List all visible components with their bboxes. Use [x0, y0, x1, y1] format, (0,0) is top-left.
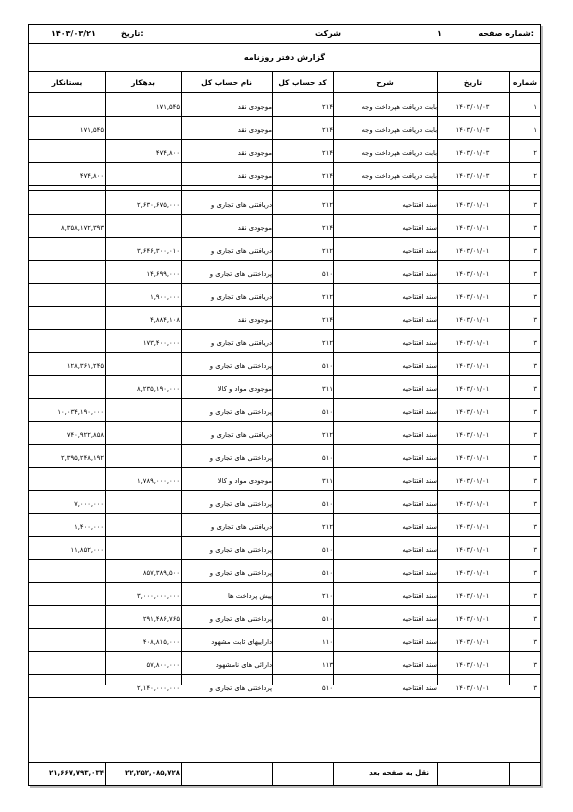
row-credit [31, 241, 104, 261]
row-credit [31, 655, 104, 675]
row-number: ۲ [533, 172, 537, 180]
footer-col-line [105, 762, 106, 785]
carry-forward-label: نقل به صفحه بعد [369, 769, 429, 777]
row-credit [31, 678, 104, 698]
row-number: ۳ [533, 201, 537, 209]
row-number: ۳ [533, 523, 537, 531]
col-line [272, 71, 273, 685]
row-description: سند افتتاحیه [402, 385, 437, 393]
row-account-name: موجودی نقد [237, 126, 272, 134]
row-account-name: دریافتنی های تجاری و [211, 293, 272, 301]
row-description: سند افتتاحیه [402, 362, 437, 370]
col-header-date: تاریخ [463, 78, 483, 87]
row-date: ۱۴۰۳/۰۱/۰۱ [455, 569, 490, 577]
row-date: ۱۴۰۳/۰۱/۰۳ [455, 149, 490, 157]
row-account-code: ۳۱۱ [322, 477, 333, 485]
row-description: سند افتتاحیه [402, 477, 437, 485]
footer-col-line [437, 762, 438, 785]
row-account-name: موجودی نقد [237, 172, 272, 180]
col-line [181, 71, 182, 685]
row-credit [31, 97, 104, 117]
row-credit: ۸,۳۵۸,۱۷۲,۳۹۳ [61, 224, 104, 232]
row-debit [107, 448, 180, 468]
row-credit [31, 195, 104, 215]
row-date: ۱۴۰۳/۰۱/۰۳ [455, 172, 490, 180]
row-credit: ۱,۴۰۰,۰۰۰ [74, 523, 104, 531]
footer-col-line [181, 762, 182, 785]
row-description: سند افتتاحیه [402, 684, 437, 692]
row-date: ۱۴۰۳/۰۱/۰۱ [455, 684, 490, 692]
row-date: ۱۴۰۳/۰۱/۰۱ [455, 293, 490, 301]
row-account-code: ۵۱۰ [322, 362, 333, 370]
row-account-code: ۵۱۰ [322, 408, 333, 416]
row-account-name: پرداختنی های تجاری و [209, 408, 272, 416]
row-account-code: ۲۱۴ [322, 224, 333, 232]
row-account-code: ۲۱۴ [322, 126, 333, 134]
row-description: سند افتتاحیه [402, 339, 437, 347]
row-debit: ۱۷۱,۵۴۵ [155, 103, 180, 111]
row-account-code: ۵۱۰ [322, 684, 333, 692]
row-debit [107, 425, 180, 445]
date-value: ۱۴۰۳/۰۳/۲۱ [51, 29, 96, 38]
row-number: ۳ [533, 454, 537, 462]
row-number: ۳ [533, 247, 537, 255]
row-debit: ۱۷۳,۴۰۰,۰۰۰ [142, 339, 180, 347]
row-number: ۳ [533, 385, 537, 393]
row-description: سند افتتاحیه [402, 615, 437, 623]
row-date: ۱۴۰۳/۰۱/۰۱ [455, 224, 490, 232]
row-date: ۱۴۰۳/۰۱/۰۱ [455, 523, 490, 531]
row-account-name: موجودی نقد [237, 103, 272, 111]
row-debit: ۲,۶۳۰,۶۷۵,۰۰۰ [137, 201, 180, 209]
row-debit: ۸۵۷,۳۸۹,۵۰۰ [142, 569, 180, 577]
row-account-name: موجودی مواد و کالا [217, 385, 272, 393]
page-number-value: ۱ [437, 29, 442, 38]
row-account-name: پرداختنی های تجاری و [209, 569, 272, 577]
row-description: سند افتتاحیه [402, 431, 437, 439]
row-account-name: پرداختنی های تجاری و [209, 454, 272, 462]
row-credit [31, 563, 104, 583]
row-number: ۳ [533, 362, 537, 370]
row-debit: ۵۷,۸۰۰,۰۰۰ [146, 661, 180, 669]
row-description: سند افتتاحیه [402, 500, 437, 508]
row-description: سند افتتاحیه [402, 523, 437, 531]
row-number: ۱ [533, 126, 537, 134]
row-number: ۳ [533, 661, 537, 669]
row-number: ۱ [533, 103, 537, 111]
col-header-description: شرح [376, 78, 394, 87]
row-debit: ۲۹۱,۴۸۶,۷۶۵ [142, 615, 180, 623]
row-debit: ۴۷۴,۸۰۰ [155, 149, 180, 157]
row-account-code: ۲۱۲ [322, 247, 333, 255]
row-account-code: ۱۱۰ [322, 638, 333, 646]
row-description: سند افتتاحیه [402, 638, 437, 646]
row-account-code: ۵۱۰ [322, 546, 333, 554]
col-header-account-name: نام حساب کل [201, 78, 252, 87]
row-description: بابت دریافت هپرداخت وجه [361, 149, 437, 157]
row-account-name: دریافتنی های تجاری و [211, 247, 272, 255]
row-number: ۳ [533, 569, 537, 577]
col-header-credit: بستانکار [51, 78, 83, 87]
footer-col-line [272, 762, 273, 785]
row-date: ۱۴۰۳/۰۱/۰۳ [455, 126, 490, 134]
row-credit [31, 287, 104, 307]
row-debit: ۱,۹۰۰,۰۰۰ [150, 293, 180, 301]
row-description: بابت دریافت هپرداخت وجه [361, 172, 437, 180]
row-description: سند افتتاحیه [402, 293, 437, 301]
row-credit: ۱۰,۰۳۴,۱۹۰,۰۰۰ [57, 408, 104, 416]
row-account-code: ۲۱۴ [322, 172, 333, 180]
row-account-code: ۲۱۲ [322, 431, 333, 439]
row-account-name: پیش پرداخت ها [227, 592, 272, 600]
row-number: ۳ [533, 431, 537, 439]
row-number: ۳ [533, 592, 537, 600]
row-description: سند افتتاحیه [402, 569, 437, 577]
report-title: گزارش دفتر روزنامه [243, 53, 326, 62]
row-date: ۱۴۰۳/۰۱/۰۱ [455, 385, 490, 393]
row-number: ۳ [533, 684, 537, 692]
row-debit: ۱۴,۶۹۹,۰۰۰ [146, 270, 180, 278]
row-date: ۱۴۰۳/۰۱/۰۱ [455, 454, 490, 462]
row-date: ۱۴۰۳/۰۱/۰۱ [455, 316, 490, 324]
col-header-account-code: کد حساب کل [278, 78, 327, 87]
row-date: ۱۴۰۳/۰۱/۰۱ [455, 638, 490, 646]
col-line [509, 71, 510, 685]
row-date: ۱۴۰۳/۰۱/۰۱ [455, 270, 490, 278]
row-credit: ۷,۰۰۰,۰۰۰ [74, 500, 104, 508]
row-date: ۱۴۰۳/۰۱/۰۱ [455, 362, 490, 370]
row-number: ۳ [533, 638, 537, 646]
row-date: ۱۴۰۳/۰۱/۰۳ [455, 103, 490, 111]
row-account-name: دریافتنی های تجاری و [211, 523, 272, 531]
row-account-code: ۲۱۲ [322, 201, 333, 209]
report-top-bar [29, 25, 540, 43]
row-number: ۲ [533, 149, 537, 157]
row-divider [29, 697, 540, 698]
row-debit: ۳,۰۰۰,۰۰۰,۰۰۰ [137, 592, 180, 600]
row-number: ۳ [533, 500, 537, 508]
row-debit [107, 540, 180, 560]
row-number: ۳ [533, 224, 537, 232]
row-date: ۱۴۰۳/۰۱/۰۱ [455, 592, 490, 600]
row-description: سند افتتاحیه [402, 201, 437, 209]
row-account-name: دارائی های نامشهود [215, 661, 272, 669]
col-header-number: شماره [513, 78, 537, 87]
row-date: ۱۴۰۳/۰۱/۰۱ [455, 546, 490, 554]
top-bar-divider [29, 43, 540, 44]
row-credit: ۲,۳۹۵,۲۴۸,۱۹۲ [61, 454, 104, 462]
row-debit [107, 166, 180, 186]
debit-total: ۲۲,۲۵۲,۰۸۵,۷۲۸ [125, 769, 180, 777]
row-date: ۱۴۰۳/۰۱/۰۱ [455, 339, 490, 347]
row-debit [107, 517, 180, 537]
row-credit: ۱۷۱,۵۴۵ [79, 126, 104, 134]
row-account-code: ۲۱۲ [322, 293, 333, 301]
row-account-name: پرداختنی های تجاری و [209, 684, 272, 692]
row-debit: ۴۰۸,۸۱۵,۰۰۰ [142, 638, 180, 646]
row-debit: ۳,۶۴۶,۳۰۰,۰۱۰ [137, 247, 180, 255]
row-account-name: موجودی نقد [237, 224, 272, 232]
row-date: ۱۴۰۳/۰۱/۰۱ [455, 661, 490, 669]
row-number: ۳ [533, 293, 537, 301]
row-debit [107, 218, 180, 238]
row-description: سند افتتاحیه [402, 316, 437, 324]
row-credit [31, 586, 104, 606]
row-credit [31, 264, 104, 284]
row-debit [107, 494, 180, 514]
row-credit [31, 632, 104, 652]
row-number: ۳ [533, 270, 537, 278]
row-account-code: ۵۱۰ [322, 270, 333, 278]
row-debit [107, 356, 180, 376]
date-label: تاریخ: [121, 29, 144, 38]
row-account-code: ۳۱۱ [322, 385, 333, 393]
row-number: ۳ [533, 615, 537, 623]
row-debit [107, 120, 180, 140]
row-account-name: پرداختنی های تجاری و [209, 615, 272, 623]
row-number: ۳ [533, 477, 537, 485]
row-date: ۱۴۰۳/۰۱/۰۱ [455, 201, 490, 209]
row-description: سند افتتاحیه [402, 247, 437, 255]
row-account-name: موجودی نقد [237, 316, 272, 324]
row-credit: ۴۷۴,۸۰۰ [79, 172, 104, 180]
footer-col-line [333, 762, 334, 785]
row-account-name: دریافتنی های تجاری و [211, 431, 272, 439]
row-credit [31, 471, 104, 491]
row-description: سند افتتاحیه [402, 661, 437, 669]
row-description: سند افتتاحیه [402, 408, 437, 416]
row-debit: ۲,۱۴۰,۰۰۰,۰۰۰ [137, 684, 180, 692]
row-description: بابت دریافت هپرداخت وجه [361, 103, 437, 111]
row-date: ۱۴۰۳/۰۱/۰۱ [455, 431, 490, 439]
row-credit [31, 379, 104, 399]
row-description: سند افتتاحیه [402, 592, 437, 600]
row-description: سند افتتاحیه [402, 546, 437, 554]
row-number: ۳ [533, 339, 537, 347]
row-account-code: ۵۱۰ [322, 569, 333, 577]
row-account-code: ۲۱۴ [322, 316, 333, 324]
journal-report-page [28, 24, 541, 786]
row-credit [31, 310, 104, 330]
row-account-code: ۲۱۴ [322, 149, 333, 157]
row-date: ۱۴۰۳/۰۱/۰۱ [455, 615, 490, 623]
row-account-code: ۵۱۰ [322, 500, 333, 508]
row-description: سند افتتاحیه [402, 224, 437, 232]
col-line [437, 71, 438, 685]
row-account-name: پرداختنی های تجاری و [209, 546, 272, 554]
row-account-name: داراییهای ثابت مشهود [211, 638, 272, 646]
row-description: سند افتتاحیه [402, 270, 437, 278]
row-number: ۳ [533, 408, 537, 416]
row-account-name: دریافتنی های تجاری و [211, 201, 272, 209]
footer-col-line [509, 762, 510, 785]
row-account-code: ۲۱۰ [322, 592, 333, 600]
row-description: سند افتتاحیه [402, 454, 437, 462]
row-account-code: ۲۱۲ [322, 339, 333, 347]
row-description: بابت دریافت هپرداخت وجه [361, 126, 437, 134]
row-account-code: ۱۱۳ [322, 661, 333, 669]
row-account-name: پرداختنی های تجاری و [209, 500, 272, 508]
credit-total: ۲۱,۶۶۷,۷۹۳,۰۳۴ [49, 769, 104, 777]
row-account-code: ۵۱۰ [322, 454, 333, 462]
row-credit: ۱۲۸,۳۶۱,۲۴۵ [66, 362, 104, 370]
col-header-debit: بدهکار [131, 78, 155, 87]
row-credit [31, 143, 104, 163]
row-debit [107, 402, 180, 422]
row-account-name: پرداختنی های تجاری و [209, 270, 272, 278]
col-line [333, 71, 334, 685]
row-date: ۱۴۰۳/۰۱/۰۱ [455, 247, 490, 255]
row-credit [31, 333, 104, 353]
company-label: شرکت [315, 29, 341, 38]
row-credit [31, 609, 104, 629]
row-account-name: پرداختنی های تجاری و [209, 362, 272, 370]
row-date: ۱۴۰۳/۰۱/۰۱ [455, 500, 490, 508]
row-number: ۳ [533, 546, 537, 554]
row-debit: ۸,۲۳۵,۱۹۰,۰۰۰ [137, 385, 180, 393]
row-date: ۱۴۰۳/۰۱/۰۱ [455, 477, 490, 485]
row-date: ۱۴۰۳/۰۱/۰۱ [455, 408, 490, 416]
row-credit: ۷۴۰,۹۲۲,۸۵۸ [66, 431, 104, 439]
row-account-code: ۲۱۴ [322, 103, 333, 111]
row-debit: ۴,۸۸۴,۱۰۸ [150, 316, 180, 324]
col-line [105, 71, 106, 685]
row-account-code: ۲۱۲ [322, 523, 333, 531]
row-account-code: ۵۱۰ [322, 615, 333, 623]
row-number: ۳ [533, 316, 537, 324]
row-debit: ۱,۷۸۹,۰۰۰,۰۰۰ [137, 477, 180, 485]
row-account-name: موجودی نقد [237, 149, 272, 157]
row-credit: ۱۱,۸۵۲,۰۰۰ [70, 546, 104, 554]
row-account-name: دریافتنی های تجاری و [211, 339, 272, 347]
page-number-label: شماره صفحه: [478, 29, 534, 38]
row-account-name: موجودی مواد و کالا [217, 477, 272, 485]
